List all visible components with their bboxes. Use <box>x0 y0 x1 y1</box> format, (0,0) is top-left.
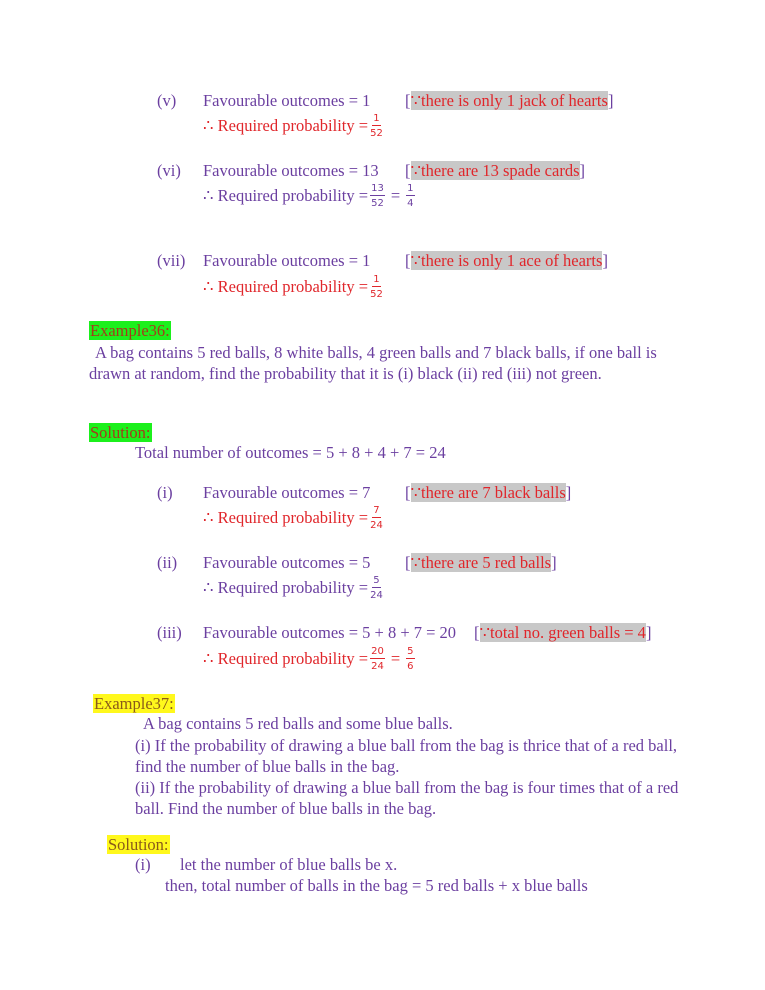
reason-note: [∵there is only 1 ace of hearts] <box>405 251 608 270</box>
solution-line: let the number of blue balls be x. <box>180 855 398 874</box>
reason-note: [∵there are 5 red balls] <box>405 553 557 572</box>
required-probability: ∴ Required probability = $\frac{7}{24}$ <box>203 505 383 531</box>
solution-heading: Solution: <box>90 423 151 442</box>
solution-line: then, total number of balls in the bag = 5 red balls + x blue balls <box>165 876 588 895</box>
prob-prefix: ∴ Required probability = <box>203 115 369 135</box>
required-probability: ∴ Required probability = $\frac{1}{52}$ <box>203 274 383 300</box>
favourable-outcomes: Favourable outcomes = 13 <box>203 161 379 180</box>
reason-note: [∵total no. green balls = 4] <box>474 623 652 642</box>
favourable-outcomes: Favourable outcomes = 1 <box>203 251 371 270</box>
item-label: (vi) <box>157 161 181 180</box>
example-heading: Example36: <box>90 321 170 340</box>
reason-note: [∵there are 13 spade cards] <box>405 161 585 180</box>
reason-text: ∵there are 13 spade cards <box>410 161 580 180</box>
fraction: $\frac{1}{52}$ <box>370 274 383 300</box>
required-probability: ∴ Required probability = $\frac{5}{24}$ <box>203 575 383 601</box>
item-label: (ii) <box>157 553 178 572</box>
example-question: A bag contains 5 red balls, 8 white balls, 4 green balls and 7 black balls, if one ball is drawn at random, find the probability that it is (i) black (ii) red (iii) not green. <box>89 343 657 383</box>
item-label: (iii) <box>157 623 182 642</box>
reason-note: [∵there are 7 black balls] <box>405 483 572 502</box>
item-label: (vii) <box>157 251 186 270</box>
item-label: (i) <box>135 855 151 874</box>
example-intro: A bag contains 5 red balls and some blue balls. <box>143 714 453 733</box>
reason-note <box>405 91 613 111</box>
example-heading: Example37: <box>94 694 174 713</box>
required-probability: ∴ Required probability = $\frac{20}{24}$ = $\frac{5}{6}$ <box>203 646 414 672</box>
solution-heading: Solution: <box>108 835 169 854</box>
example-question-1: (i) If the probability of drawing a blue ball from the bag is thrice that of a red ball, find the number of blue balls in the bag. <box>135 736 678 776</box>
required-probability: ∴ Required probability = $\frac{13}{52}$ = $\frac{1}{4}$ <box>203 183 414 209</box>
item-label: (v) <box>157 91 177 110</box>
required-probability <box>203 114 385 140</box>
favourable-outcomes: Favourable outcomes = 1 <box>203 91 371 110</box>
total-outcomes: Total number of outcomes = 5 + 8 + 4 + 7 = 24 <box>135 443 446 462</box>
favourable-outcomes: Favourable outcomes = 5 <box>203 553 371 572</box>
fraction: $\frac{13}{52}$ <box>371 183 384 209</box>
reason-text: ∵there is only 1 ace of hearts <box>410 251 603 270</box>
open-bracket: [ <box>405 91 411 110</box>
item-label: (i) <box>157 483 173 502</box>
fraction: $\frac{1}{4}$ <box>407 183 414 209</box>
fraction: $\frac{1}{52}$ <box>370 113 383 139</box>
favourable-outcomes: Favourable outcomes = 5 + 8 + 7 = 20 <box>203 623 457 642</box>
example-question-2: (ii) If the probability of drawing a blue ball from the bag is four times that of a red ball. Find the number of blue balls in the bag. <box>135 778 679 818</box>
close-bracket: ] <box>607 91 614 110</box>
reason-text: ∵there is only 1 jack of hearts <box>410 91 608 110</box>
favourable-outcomes: Favourable outcomes = 7 <box>203 483 371 502</box>
